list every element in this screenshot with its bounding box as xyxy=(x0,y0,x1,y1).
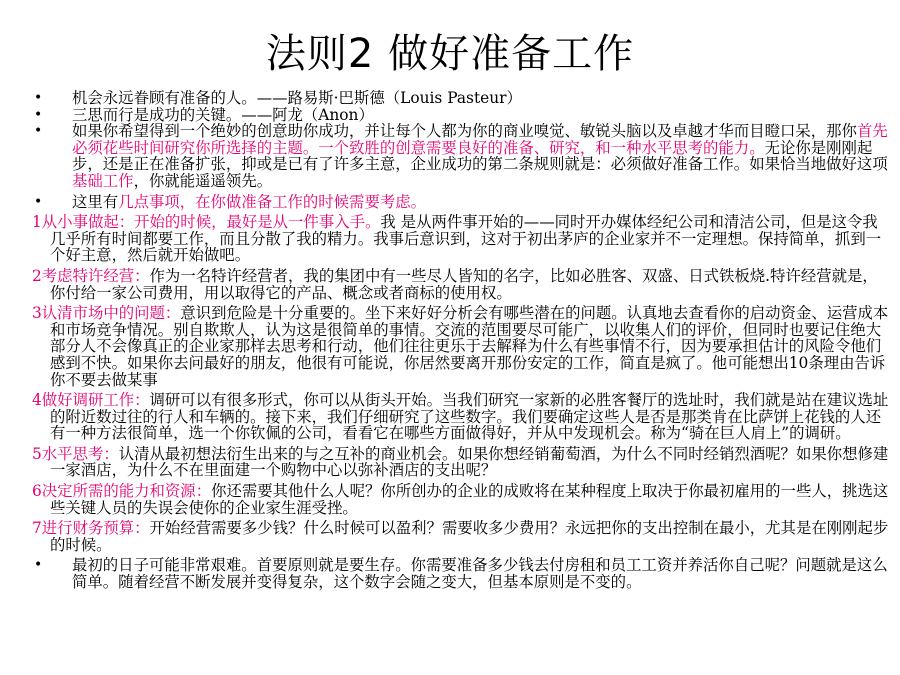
item-label: 6决定所需的能力和资源： xyxy=(32,482,212,501)
list-item xyxy=(32,268,890,301)
item-label: 3认清市场中的问题： xyxy=(32,304,181,323)
list-item xyxy=(32,392,890,442)
list-item xyxy=(32,305,890,388)
item-text: 调研可以有很多形式，你可以从街头开始。当我们研究一家新的必胜客餐厅的选址时，我们就是站在建议选址的附近数过往的行人和车辆的。接下来，我们仔细研究了这些数字。我们要确定这些人是否是那类肯在比萨饼上花钱的人还有一种方法很简单，选一个你钦佩的公司，看看它在哪些方面做得好，并从中发现机会。称为“骑在巨人肩上”的调研。 xyxy=(50,391,889,443)
slide-title: 法则2 做好准备工作 xyxy=(265,31,635,77)
list-item xyxy=(32,483,890,516)
quote-anon: • 三思而行是成功的关键。——阿龙（Anon） xyxy=(32,107,890,124)
item-text: 我 是从两件事开始的——同时开办媒体经纪公司和清洁公司，但是这令我几乎所有时间都要工作，而且分散了我的精力。我事后意识到，这对于初出茅庐的企业家并不一定理想。保持简单，抓到一个好主意，然后就开始做吧。 xyxy=(50,213,882,265)
item-text: 你还需要其他什么人呢？你所创办的企业的成败将在某种程度上取决于你最初雇用的一些人，挑选这些关键人员的失误会使你的企业家生涯受挫。 xyxy=(50,482,889,517)
item-text: 意识到危险是十分重要的。坐下来好好分析会有哪些潜在的问题。认真地去查看你的启动资金、运营成本和市场竞争情况。别自欺欺人，认为这是很简单的事情。交流的范围要尽可能广，以收集人们的评价，但同时也要记住绝大部分人不会像真正的企业家那样去思考和行动，他们往往更乐于去解释为什么有些事情不行，因为要承担估计的风险令他们感到不快。如果你去问最好的朋友，他很有可能说，你居然要离开那份安定的工作，简直是疯了。他可能想出10条理由告诉你不要去做某事 xyxy=(50,304,889,389)
item-text: 认清从最初想法衍生出来的与之互补的商业机会。如果你想经销葡萄酒，为什么不同时经销烈酒呢？如果你想修建一家酒店，为什么不在里面建一个购物中心以弥补酒店的支出呢？ xyxy=(50,444,889,480)
points-intro: • 这里有几点事项，在你做准备工作的时候需要考虑。 xyxy=(32,194,890,211)
slide-body xyxy=(32,90,890,591)
closing-paragraph: • 最初的日子可能非常艰难。首要原则就是要生存。你需要准备多少钱去付房租和员工工资并养活你自己呢？问题就是这么简单。随着经营不断发展并变得复杂，这个数字会随之变大，但基本原则是不变的。 xyxy=(32,557,890,590)
intro-highlight: 首先必须花些时间研究你所选择的主题。一个致胜的创意需要良好的准备、研究，和一种水平思考的能力。 xyxy=(72,122,888,157)
intro-text-e: ，你就能遥遥领先。 xyxy=(133,171,273,190)
item-text: 开始经营需要多少钱？什么时候可以盈利？需要收多少费用？永远把你的支出控制在最小，尤其是在刚刚起步的时候。 xyxy=(50,519,889,554)
list-item xyxy=(32,214,890,264)
intro-highlight-basics: 基础工作 xyxy=(72,171,134,190)
intro-text-a: 如果你希望得到一个绝妙的创意助你成功，并让每个人都为你的商业嗅觉、敏锐头脑以及卓越才华而目瞪口呆，那你 xyxy=(72,122,857,141)
intro-text-c: 无论你是刚刚起步，还是正在准备扩张，抑或是已有了许多主意，企业成功的第二条规则就是：必须做好准备工作。如果恰当地做好这项 xyxy=(72,138,888,174)
item-text: 作为一名特许经营者，我的集团中有一些尽人皆知的名字，比如必胜客、双盛、日式铁板烧.特许经营就是，你付给一家公司费用，用以取得它的产品、概念或者商标的使用权。 xyxy=(50,266,878,302)
intro-paragraph xyxy=(32,123,890,189)
points-intro-highlight: 几点事项，在你做准备工作的时候需要考虑。 xyxy=(118,192,427,211)
item-label: 2考虑特许经营： xyxy=(32,266,150,285)
item-label: 4做好调研工作： xyxy=(32,391,150,410)
item-label: 7进行财务预算： xyxy=(32,519,150,538)
list-item xyxy=(32,520,890,553)
list-item xyxy=(32,446,890,479)
item-label: 1从小事做起：开始的时候，最好是从一件事入手。 xyxy=(32,213,381,232)
quote-pasteur: • 机会永远眷顾有准备的人。——路易斯·巴斯德（Louis Pasteur） xyxy=(32,90,890,107)
item-label: 5水平思考： xyxy=(32,444,119,463)
